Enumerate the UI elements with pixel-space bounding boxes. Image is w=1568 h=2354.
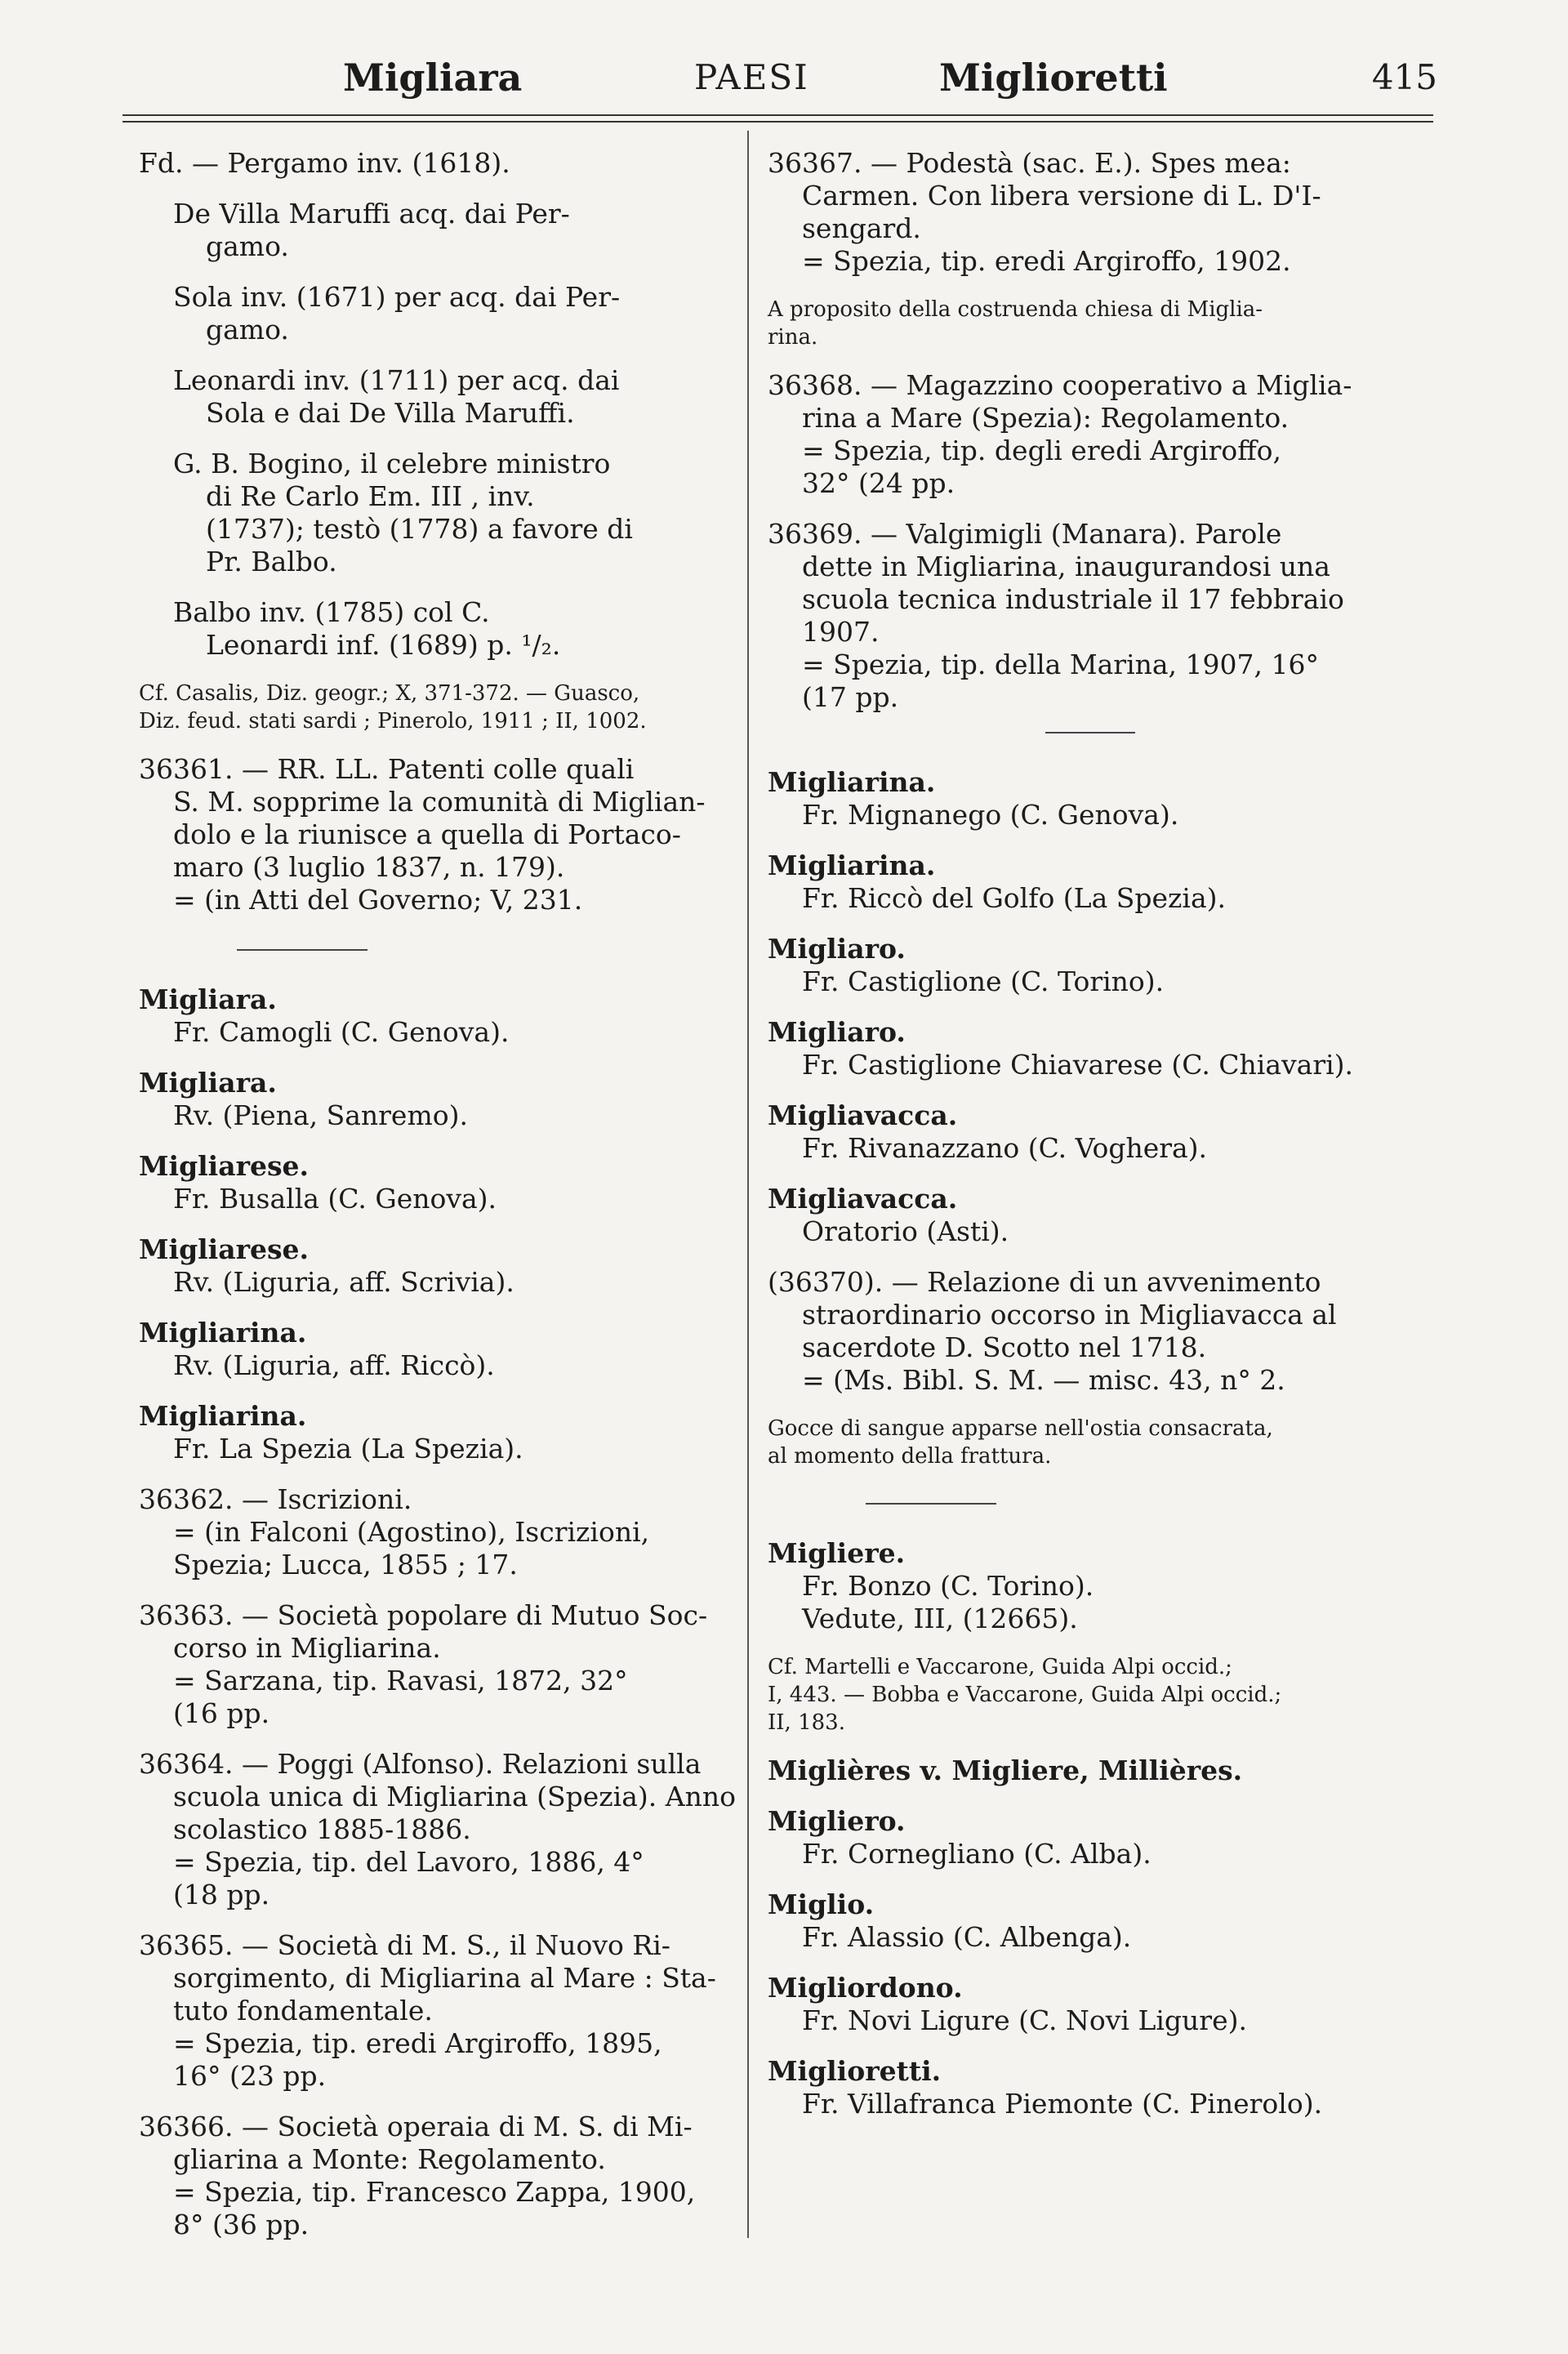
entry-line: G. B. Bogino, il celebre ministro: [173, 448, 611, 479]
entry-line: 36363. — Società popolare di Mutuo Soc-: [139, 1599, 708, 1631]
entry-line: sengard.: [802, 212, 921, 244]
entry-block: [139, 983, 727, 1049]
entry-line: Leonardi inv. (1711) per acq. dai: [173, 364, 620, 396]
entry-heading: Migliara.: [139, 983, 277, 1015]
entry-block: [139, 448, 727, 578]
entry-line: 36366. — Società operaia di M. S. di Mi-: [139, 2111, 693, 2142]
entry-line: A proposito della costruenda chiesa di Miglia-: [768, 297, 1263, 322]
page-number: 415: [1371, 57, 1437, 97]
entry-line: 8° (36 pp.: [173, 2209, 310, 2240]
entry-block: [768, 518, 1396, 714]
entry-line: = (in Falconi (Agostino), Iscrizioni,: [173, 1516, 650, 1548]
entry-block: [139, 753, 727, 916]
entry-line: Leonardi inf. (1689) p. ¹/₂.: [206, 629, 561, 661]
entry-line: = (Ms. Bibl. S. M. — misc. 43, n° 2.: [802, 1364, 1285, 1396]
entry-line: Fr. Castiglione (C. Torino).: [802, 965, 1165, 997]
entry-line: Fr. Rivanazzano (C. Voghera).: [802, 1132, 1208, 1164]
entry-line: 36367. — Podestà (sac. E.). Spes mea:: [768, 147, 1291, 179]
entry-line: di Re Carlo Em. III , inv.: [206, 480, 535, 512]
entry-block: [768, 1266, 1396, 1397]
entry-line: scolastico 1885-1886.: [173, 1813, 471, 1845]
entry-block: [768, 1972, 1396, 2037]
entry-line: = Spezia, tip. del Lavoro, 1886, 4°: [173, 1846, 644, 1878]
entry-line: Fr. Cornegliano (C. Alba).: [802, 1838, 1152, 1870]
entry-line: Fr. Mignanego (C. Genova).: [802, 799, 1179, 831]
entry-line: Fr. Riccò del Golfo (La Spezia).: [802, 882, 1226, 914]
entry-line: sacerdote D. Scotto nel 1718.: [802, 1331, 1207, 1363]
entry-line: dette in Migliarina, inaugurandosi una: [802, 551, 1330, 582]
entry-block: [139, 364, 727, 430]
entry-block: [768, 369, 1396, 500]
entry-heading: Migliaro.: [768, 1016, 906, 1048]
entry-heading: Migliaro.: [768, 933, 906, 965]
entry-heading: Migliarese.: [139, 1233, 310, 1265]
entry-line: = Spezia, tip. della Marina, 1907, 16°: [802, 649, 1319, 680]
entry-line: Fr. Novi Ligure (C. Novi Ligure).: [802, 2004, 1247, 2036]
entry-line: (17 pp.: [802, 681, 899, 713]
section-separator: [866, 1503, 996, 1505]
entry-line: Oratorio (Asti).: [802, 1215, 1009, 1247]
entry-block: [139, 281, 727, 346]
column-divider: [747, 131, 749, 2238]
entry-heading: Migliarese.: [139, 1150, 310, 1182]
entry-line: Spezia; Lucca, 1855 ; 17.: [173, 1549, 518, 1580]
entry-heading: Migliavacca.: [768, 1183, 958, 1215]
entry-block: [139, 147, 727, 180]
entry-block: [768, 933, 1396, 998]
entry-line: Vedute, III, (12665).: [802, 1603, 1078, 1634]
entry-line: 36365. — Società di M. S., il Nuovo Ri-: [139, 1929, 670, 1961]
entry-line: I, 443. — Bobba e Vaccarone, Guida Alpi occid.;: [768, 1683, 1282, 1707]
entry-line: gamo.: [206, 314, 289, 346]
entry-line: rina.: [768, 325, 818, 350]
entry-line: (1737); testò (1778) a favore di: [206, 513, 633, 545]
entry-line: II, 183.: [768, 1710, 845, 1735]
entry-block: [139, 596, 727, 662]
entry-line: (36370). — Relazione di un avvenimento: [768, 1266, 1321, 1298]
header-right-keyword: Miglioretti: [939, 56, 1168, 100]
entry-block: [768, 1805, 1396, 1870]
entry-line: Fr. Castiglione Chiavarese (C. Chiavari).: [802, 1049, 1354, 1081]
entry-line: scuola unica di Migliarina (Spezia). Anno: [173, 1781, 736, 1812]
entry-line: Pr. Balbo.: [206, 546, 337, 577]
entry-line: = Spezia, tip. eredi Argiroffo, 1902.: [802, 245, 1291, 277]
section-separator: [1045, 732, 1135, 733]
entry-heading: Migliarina.: [139, 1400, 307, 1432]
entry-line: = Spezia, tip. degli eredi Argiroffo,: [802, 435, 1282, 466]
entry-block: [139, 1483, 727, 1581]
entry-heading: Migliara.: [139, 1067, 277, 1099]
entry-line: 36361. — RR. LL. Patenti colle quali: [139, 753, 635, 785]
entry-line: Gocce di sangue apparse nell'ostia consacrata,: [768, 1416, 1273, 1441]
header-rule: [122, 114, 1433, 116]
entry-line: scuola tecnica industriale il 17 febbraio: [802, 583, 1344, 615]
entry-block: [768, 1099, 1396, 1165]
entry-heading: Migliero.: [768, 1805, 906, 1837]
entry-line: gliarina a Monte: Regolamento.: [173, 2143, 606, 2175]
entry-line: Carmen. Con libera versione di L. D'I-: [802, 180, 1321, 212]
entry-line: 36364. — Poggi (Alfonso). Relazioni sulla: [139, 1748, 702, 1780]
entry-heading: Migliarina.: [768, 849, 936, 881]
entry-line: straordinario occorso in Migliavacca al: [802, 1299, 1337, 1331]
entry-line: Fr. La Spezia (La Spezia).: [173, 1433, 523, 1465]
entry-line: = Spezia, tip. Francesco Zappa, 1900,: [173, 2176, 696, 2208]
entry-line: = Sarzana, tip. Ravasi, 1872, 32°: [173, 1665, 628, 1696]
entry-line: maro (3 luglio 1837, n. 179).: [173, 851, 565, 883]
entry-block: [139, 1599, 727, 1730]
entry-block: [768, 1016, 1396, 1081]
entry-line: Diz. feud. stati sardi ; Pinerolo, 1911 ; II, 1002.: [139, 709, 647, 733]
entry-line: sorgimento, di Migliarina al Mare : Sta-: [173, 1962, 716, 1994]
entry-line: 32° (24 pp.: [802, 467, 956, 499]
entry-line: (18 pp.: [173, 1879, 270, 1910]
entry-block: [139, 1317, 727, 1382]
entry-line: Fd. — Pergamo inv. (1618).: [139, 147, 510, 179]
entry-line: Rv. (Liguria, aff. Riccò).: [173, 1349, 495, 1381]
entry-line: Sola inv. (1671) per acq. dai Per-: [173, 281, 621, 313]
note-block: [139, 680, 727, 735]
entry-line: al momento della frattura.: [768, 1444, 1052, 1469]
entry-block: [139, 1067, 727, 1132]
header-section-title: PAESI: [694, 57, 809, 97]
entry-line: Fr. Bonzo (C. Torino).: [802, 1570, 1094, 1602]
entry-line: Balbo inv. (1785) col C.: [173, 596, 490, 628]
note-block: [768, 1653, 1396, 1737]
entry-block: [768, 1537, 1396, 1635]
section-separator: [237, 949, 368, 951]
entry-block: [139, 1748, 736, 1911]
entry-heading: Migliarina.: [139, 1317, 307, 1349]
entry-block: [139, 1400, 727, 1465]
entry-block: [768, 1754, 1396, 1787]
entry-line: Rv. (Piena, Sanremo).: [173, 1099, 468, 1131]
entry-line: rina a Mare (Spezia): Regolamento.: [802, 402, 1290, 434]
entry-block: [768, 2055, 1396, 2120]
running-header: [172, 56, 1437, 129]
entry-line: 36362. — Iscrizioni.: [139, 1483, 412, 1515]
left-column: [139, 147, 736, 2259]
entry-line: 16° (23 pp.: [173, 2060, 327, 2092]
header-left-keyword: Migliara: [343, 56, 523, 100]
entry-heading: Migliere.: [768, 1537, 906, 1569]
entry-heading: Miglioretti.: [768, 2055, 942, 2087]
entry-heading: Miglio.: [768, 1888, 875, 1920]
note-block: [768, 1415, 1396, 1470]
entry-line: (16 pp.: [173, 1697, 270, 1729]
entry-line: Sola e dai De Villa Maruffi.: [206, 397, 575, 429]
entry-line: tuto fondamentale.: [173, 1995, 433, 2026]
entry-block: [768, 766, 1396, 831]
entry-block: [139, 1150, 727, 1215]
entry-line: dolo e la riunisce a quella di Portaco-: [173, 818, 681, 850]
entry-heading: Migliordono.: [768, 1972, 963, 2004]
entry-block: [768, 849, 1396, 915]
entry-heading: Migliavacca.: [768, 1099, 958, 1131]
entry-block: [139, 198, 727, 263]
entry-block: [768, 1183, 1396, 1248]
entry-line: Fr. Alassio (C. Albenga).: [802, 1921, 1132, 1953]
entry-line: 36369. — Valgimigli (Manara). Parole: [768, 518, 1282, 550]
entry-line: Fr. Busalla (C. Genova).: [173, 1183, 497, 1215]
entry-heading: Migliarina.: [768, 766, 936, 798]
entry-line: Cf. Martelli e Vaccarone, Guida Alpi occid.;: [768, 1655, 1232, 1679]
entry-heading: Miglières v. Migliere, Millières.: [768, 1754, 1243, 1786]
entry-line: = Spezia, tip. eredi Argiroffo, 1895,: [173, 2027, 662, 2059]
entry-block: [768, 147, 1396, 278]
entry-line: 1907.: [802, 616, 880, 648]
entry-line: 36368. — Magazzino cooperativo a Miglia-: [768, 369, 1352, 401]
entry-block: [139, 2111, 727, 2241]
note-block: [768, 296, 1396, 351]
entry-line: gamo.: [206, 230, 289, 262]
entry-block: [139, 1929, 727, 2093]
entry-line: = (in Atti del Governo; V, 231.: [173, 884, 583, 916]
entry-line: S. M. sopprime la comunità di Miglian-: [173, 786, 706, 818]
entry-line: Fr. Camogli (C. Genova).: [173, 1016, 510, 1048]
header-rule-double: [122, 121, 1433, 123]
entry-block: [768, 1888, 1396, 1954]
right-column: [768, 147, 1396, 2138]
entry-line: Cf. Casalis, Diz. geogr.; X, 371-372. — Guasco,: [139, 681, 640, 706]
entry-line: Rv. (Liguria, aff. Scrivia).: [173, 1266, 514, 1298]
entry-line: Fr. Villafranca Piemonte (C. Pinerolo).: [802, 2088, 1323, 2120]
entry-line: corso in Migliarina.: [173, 1632, 441, 1664]
entry-line: De Villa Maruffi acq. dai Per-: [173, 198, 570, 230]
entry-block: [139, 1233, 727, 1299]
